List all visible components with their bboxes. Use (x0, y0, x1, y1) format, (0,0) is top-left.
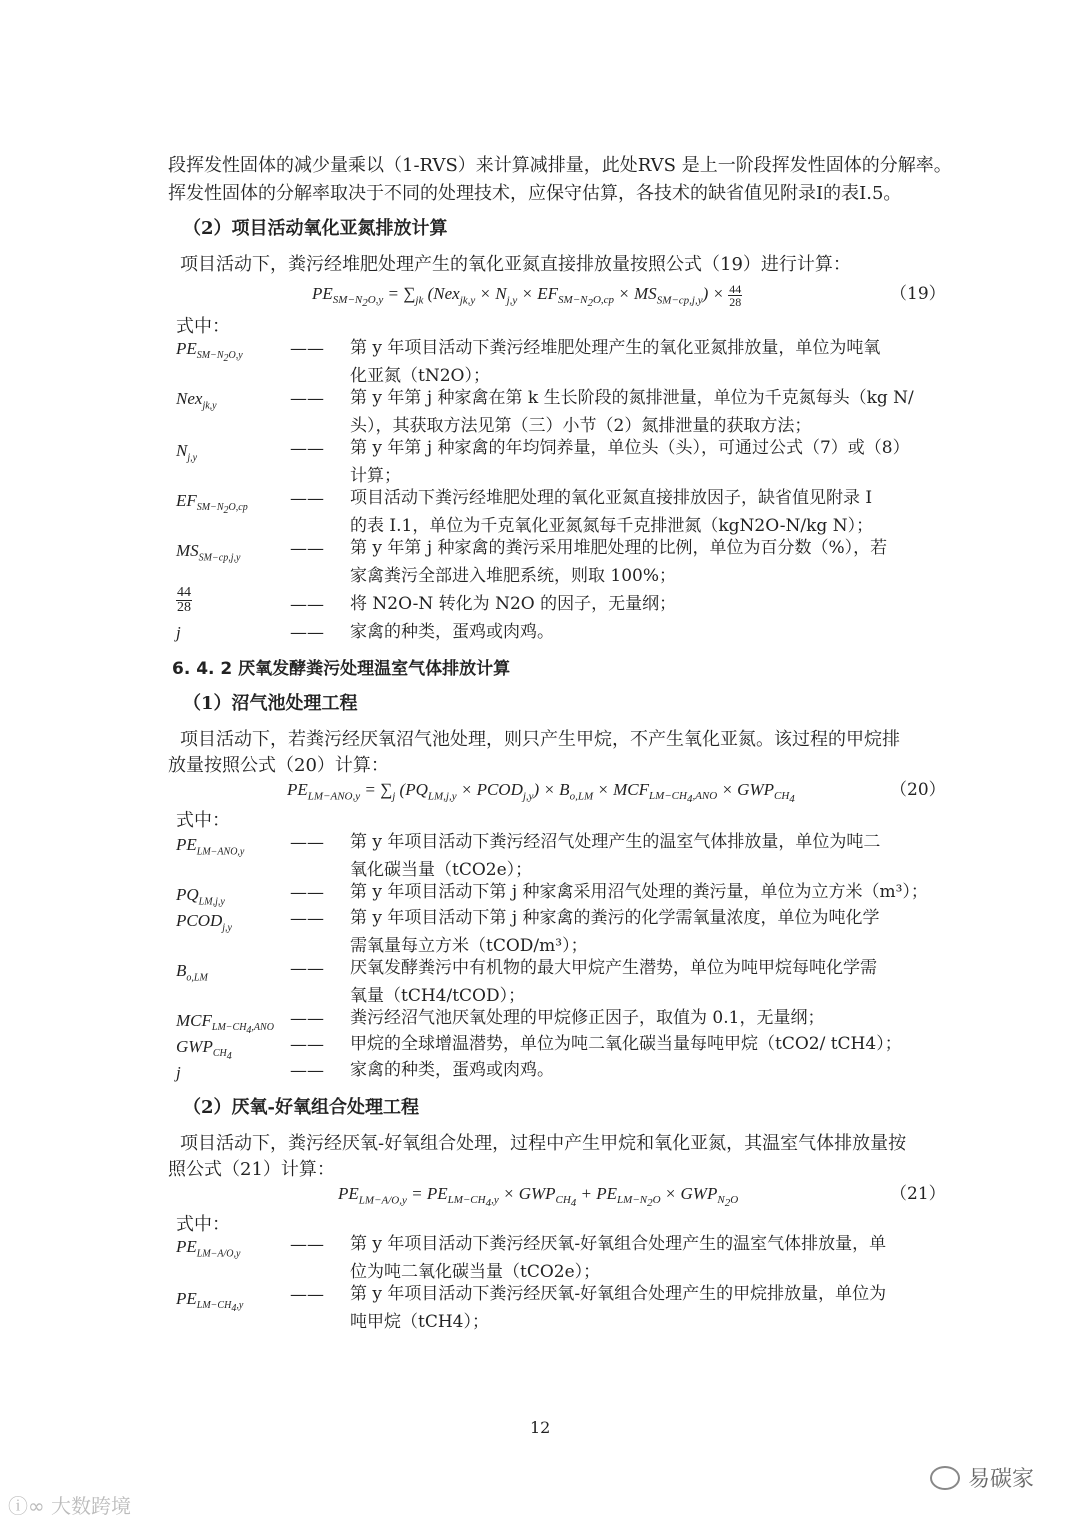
dash: —— (290, 959, 324, 979)
definition: 甲烷的全球增温潜势，单位为吨二氧化碳当量每吨甲烷（tCO2/ tCH4）； (350, 1034, 902, 1054)
watermark-left-text: 大数跨境 (51, 1494, 132, 1518)
definition: 将 N2O-N 转化为 N2O 的因子，无量纲； (350, 594, 677, 614)
formula-19: $PE_{SM-N_2O,y} = \sum_{jk}$ $(Nex_{jk,y} \times N_{j,y} \times EF_{SM-N_2O,cp} \times MS_{SM-cp,j,y})$ × $\frac{44}{28}$ (312, 281, 742, 310)
formula-20-number: （20） (890, 780, 946, 800)
watermark-right (930, 1462, 1034, 1493)
shizhong-label-1: 式中： (176, 316, 230, 337)
dash: —— (290, 339, 324, 359)
symbol: $EF_{SM-N_2O,cp}$ (176, 491, 248, 517)
section-heading-n2o: （2）项目活动氧化亚氮排放计算 (183, 218, 448, 239)
ao-line-1: 项目活动下，粪污经厌氧-好氧组合处理，过程中产生甲烷和氧化亚氮，其温室气体排放量按 (180, 1133, 907, 1154)
dash: —— (290, 1035, 324, 1055)
biogas-line-2: 放量按照公式（20）计算： (168, 755, 389, 776)
section-heading-biogas: （1）沼气池处理工程 (183, 693, 358, 714)
dash: —— (290, 595, 324, 615)
definition: 第 y 年项目活动下粪污经沼气处理产生的温室气体排放量，单位为吨二 氧化碳当量（tCO2e）； (350, 832, 881, 880)
symbol: $PE_{SM-N_2O,y}$ (176, 339, 243, 365)
intro-line-1: 段挥发性固体的减少量乘以（1-RVS）来计算减排量，此处RVS 是上一阶段挥发性固体的分解率。 (168, 155, 952, 176)
definition: 第 y 年项目活动下第 j 种家禽的粪污的化学需氧量浓度，单位为吨化学 需氧量每立方米（tCOD/m³）； (350, 908, 880, 956)
dash: —— (290, 623, 324, 643)
symbol: j (176, 623, 181, 642)
symbol: $N_{j,y}$ (176, 441, 198, 464)
page-number: 12 (530, 1418, 551, 1437)
formula-21: $PE_{LM-A/O,y} = PE_{LM-CH_4,y} \times GWP_{CH_4} + PE_{LM-N_2O} \times GWP_{N_2O}$ (338, 1184, 739, 1210)
shizhong-label-2: 式中： (176, 810, 230, 831)
definition: 第 y 年项目活动下粪污经厌氧-好氧组合处理产生的温室气体排放量，单 位为吨二氧化碳当量（tCO2e）； (350, 1234, 887, 1282)
watermark-right-text: 易碳家 (968, 1467, 1035, 1492)
dash: —— (290, 539, 324, 559)
symbol: $B_{o,LM}$ (176, 961, 208, 984)
symbol: $PQ_{LM,j,y}$ (176, 885, 225, 908)
formula-20: $PE_{LM-ANO,y} = \sum_j$ ($PQ_{LM,j,y}$ × $PCOD_{j,y}) \times B_{o,LM} \times MCF_{LM-CH_4,ANO} \times GWP_{CH_4}$ (287, 780, 795, 806)
definition: 项目活动下粪污经堆肥处理的氧化亚氮直接排放因子，缺省值见附录 I 的表 I.1，单位为千克氧化亚氮氮每千克排泄氮（kgN2O-N/kg N）； (350, 488, 874, 536)
symbol: j (176, 1063, 181, 1082)
ao-line-2: 照公式（21）计算： (168, 1159, 335, 1180)
symbol: $MS_{SM-cp,j,y}$ (176, 541, 241, 564)
symbol: $GWP_{CH_4}$ (176, 1037, 232, 1063)
definition: 粪污经沼气池厌氧处理的甲烷修正因子，取值为 0.1，无量纲； (350, 1008, 825, 1028)
intro-line-2: 挥发性固体的分解率取决于不同的处理技术，应保守估算，各技术的缺省值见附录I的表I.5。 (168, 183, 902, 204)
section-heading-ao: （2）厌氧-好氧组合处理工程 (183, 1097, 419, 1118)
formula-21-number: （21） (890, 1184, 946, 1204)
watermark-logo-icon: ⓘ∞ (8, 1494, 52, 1518)
dash: —— (290, 1285, 324, 1305)
definition: 第 y 年项目活动下第 j 种家禽采用沼气处理的粪污量，单位为立方米（m³）； (350, 882, 928, 902)
watermark-left (8, 1490, 131, 1519)
dash: —— (290, 389, 324, 409)
definition: 第 y 年项目活动下粪污经厌氧-好氧组合处理产生的甲烷排放量，单位为 吨甲烷（tCH4）； (350, 1284, 887, 1332)
dash: —— (290, 489, 324, 509)
section-n2o-text: 项目活动下，粪污经堆肥处理产生的氧化亚氮直接排放量按照公式（19）进行计算： (180, 254, 851, 275)
shizhong-label-3: 式中： (176, 1214, 230, 1235)
definition: 厌氧发酵粪污中有机物的最大甲烷产生潜势，单位为吨甲烷每吨化学需 氧量（tCH4/tCOD）； (350, 958, 877, 1006)
symbol-fraction: $\frac{44}{28}$ (177, 585, 191, 615)
formula-19-number: （19） (890, 284, 946, 304)
section-heading-642: 6. 4. 2 厌氧发酵粪污处理温室气体排放计算 (172, 659, 511, 679)
dash: —— (290, 833, 324, 853)
dash: —— (290, 439, 324, 459)
symbol: $MCF_{LM-CH_4,ANO}$ (176, 1011, 274, 1037)
definition: 家禽的种类，蛋鸡或肉鸡。 (350, 1060, 554, 1080)
biogas-line-1: 项目活动下，若粪污经厌氧沼气池处理，则只产生甲烷，不产生氧化亚氮。该过程的甲烷排 (180, 729, 900, 750)
symbol: $PCOD_{j,y}$ (176, 911, 232, 934)
definition: 家禽的种类，蛋鸡或肉鸡。 (350, 622, 554, 642)
definition: 第 y 年项目活动下粪污经堆肥处理产生的氧化亚氮排放量，单位为吨氧 化亚氮（tN2O）； (350, 338, 881, 386)
dash: —— (290, 1061, 324, 1081)
dash: —— (290, 909, 324, 929)
symbol: $PE_{LM-CH_4,y}$ (176, 1289, 244, 1315)
definition: 第 y 年第 j 种家禽的年均饲养量，单位头（头），可通过公式（7）或（8） 计算； (350, 438, 910, 486)
symbol: Nex$_{jk,y}$ (176, 389, 217, 412)
definition: 第 y 年第 j 种家禽的粪污采用堆肥处理的比例，单位为百分数（%），若 家禽粪污全部进入堆肥系统，则取 100%； (350, 538, 888, 586)
symbol: $PE_{LM-ANO,y}$ (176, 835, 245, 858)
dash: —— (290, 1235, 324, 1255)
symbol: $PE_{LM-A/O,y}$ (176, 1237, 241, 1260)
dash: —— (290, 883, 324, 903)
definition: 第 y 年第 j 种家禽在第 k 生长阶段的氮排泄量，单位为千克氮每头（kg N/ 头），其获取方法见第（三）小节（2）氮排泄量的获取方法； (350, 388, 914, 436)
wechat-icon (930, 1466, 960, 1490)
dash: —— (290, 1009, 324, 1029)
